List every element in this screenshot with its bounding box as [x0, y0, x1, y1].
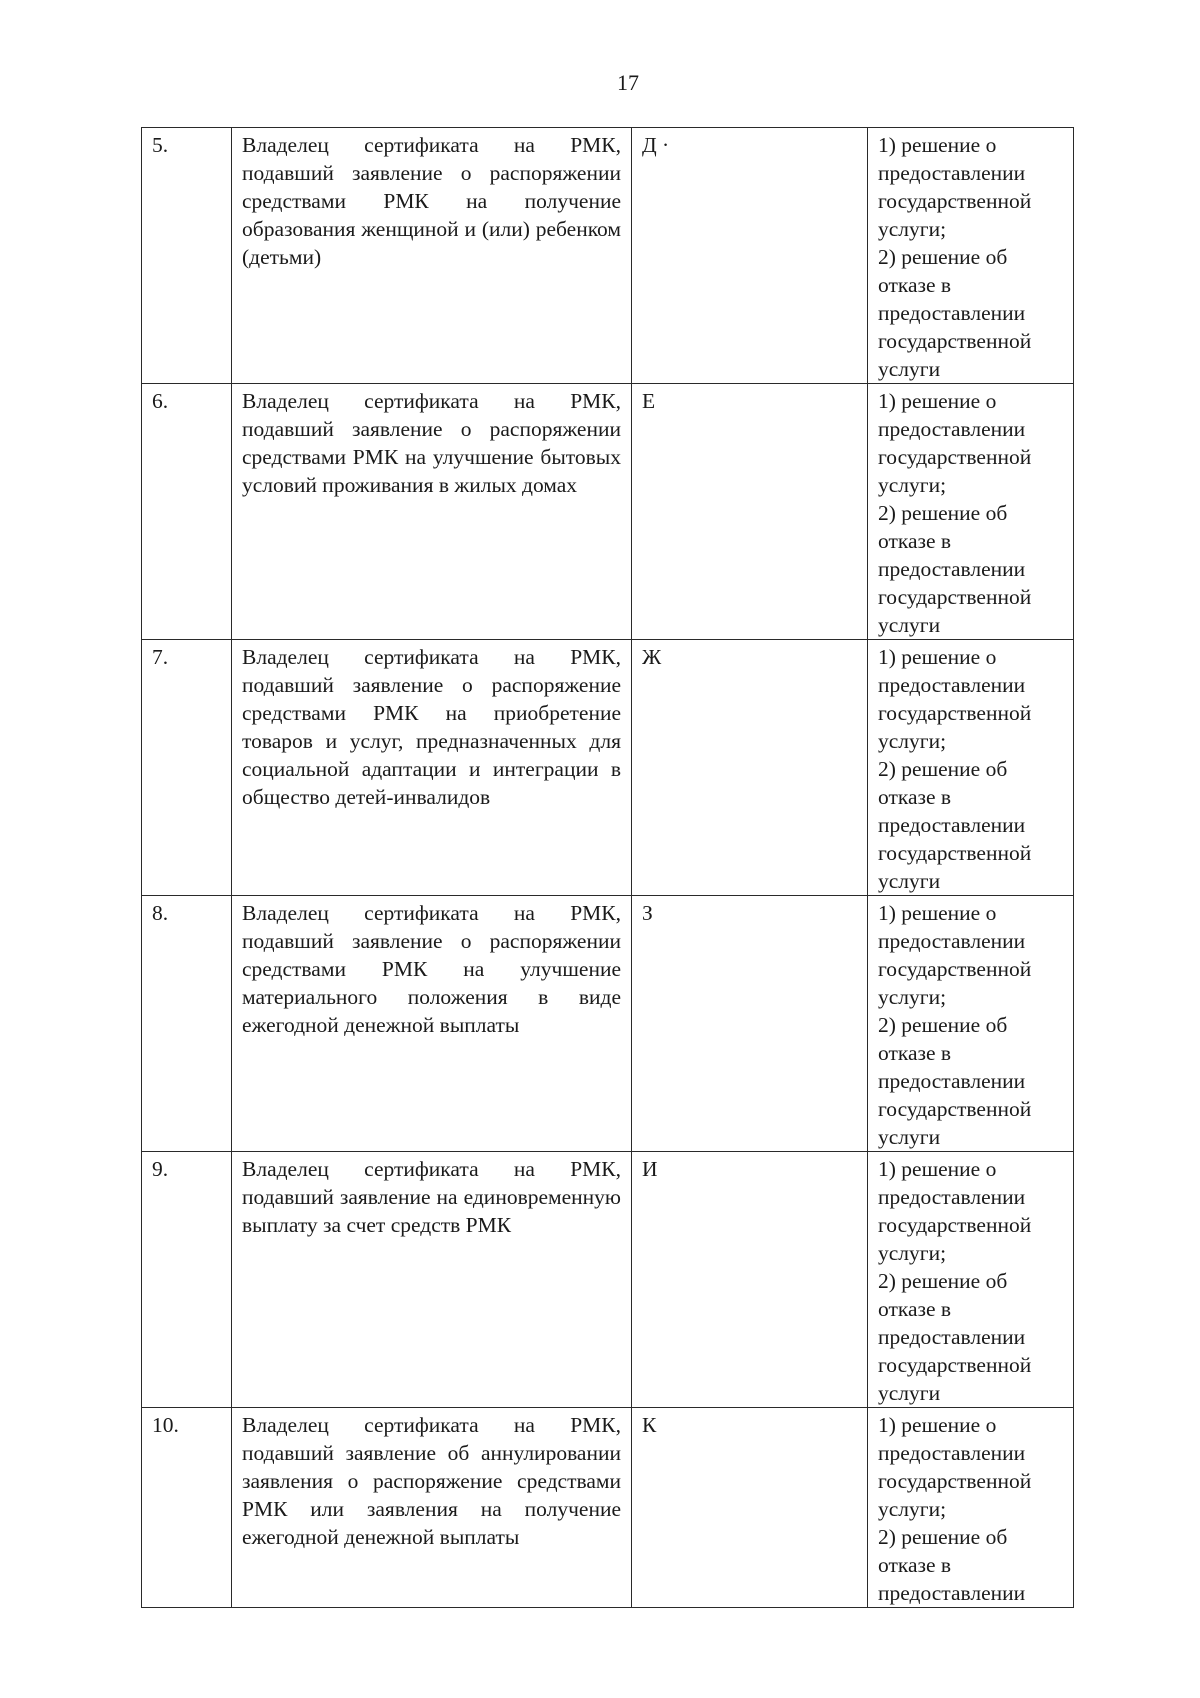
result-line: предоставлении [878, 1441, 1026, 1465]
result-line: отказе в [878, 273, 952, 297]
result-line: 1) решение о [878, 389, 997, 413]
result-line: 2) решение об [878, 245, 1008, 269]
result-line: 1) решение о [878, 1157, 997, 1181]
result-line: государственной [878, 445, 1032, 469]
table-row [142, 896, 1074, 1152]
result-line: государственной [878, 1353, 1032, 1377]
result-line: 1) решение о [878, 645, 997, 669]
result-line: государственной [878, 841, 1032, 865]
category-code: З [632, 896, 868, 1152]
result-line: услуги [878, 1125, 941, 1149]
row-number: 9. [142, 1152, 232, 1408]
result-line: предоставлении [878, 417, 1026, 441]
result-line: государственной [878, 1469, 1032, 1493]
row-number: 5. [142, 128, 232, 384]
result-cell [868, 896, 1074, 1152]
result-cell [868, 384, 1074, 640]
result-line: 2) решение об [878, 1525, 1008, 1549]
result-line: услуги [878, 357, 941, 381]
result-line: предоставлении [878, 1325, 1026, 1349]
table-row [142, 384, 1074, 640]
table-row [142, 1408, 1074, 1608]
result-line: предоставлении [878, 161, 1026, 185]
result-line: предоставлении [878, 813, 1026, 837]
result-line: услуги [878, 869, 941, 893]
result-line: государственной [878, 329, 1032, 353]
applicant-description: Владелец сертификата на РМК, подавший заявление на единовременную выплату за счет средств РМК [232, 1152, 632, 1408]
result-line: услуги; [878, 473, 947, 497]
result-line: услуги; [878, 1497, 947, 1521]
category-code: К [632, 1408, 868, 1608]
result-line: 1) решение о [878, 1413, 997, 1437]
result-line: услуги; [878, 1241, 947, 1265]
services-table [141, 127, 1074, 1608]
result-line: предоставлении [878, 1185, 1026, 1209]
applicant-description: Владелец сертификата на РМК, подавший заявление о распоряжении средствами РМК на улучшение бытовых условий проживания в жилых домах [232, 384, 632, 640]
result-line: государственной [878, 1213, 1032, 1237]
result-line: 2) решение об [878, 1269, 1008, 1293]
category-code: И [632, 1152, 868, 1408]
result-line: 2) решение об [878, 1013, 1008, 1037]
row-number: 6. [142, 384, 232, 640]
result-line: государственной [878, 957, 1032, 981]
category-code: Е [632, 384, 868, 640]
result-cell [868, 640, 1074, 896]
result-line: предоставлении [878, 1581, 1026, 1605]
row-number: 8. [142, 896, 232, 1152]
result-line: услуги [878, 613, 941, 637]
result-line: предоставлении [878, 929, 1026, 953]
result-cell [868, 1408, 1074, 1608]
result-line: 1) решение о [878, 133, 997, 157]
applicant-description: Владелец сертификата на РМК, подавший заявление о распоряжении средствами РМК на получение образования женщиной и (или) ребенком (детьми) [232, 128, 632, 384]
result-line: услуги [878, 1381, 941, 1405]
result-line: государственной [878, 585, 1032, 609]
result-line: предоставлении [878, 673, 1026, 697]
category-code: Д · [632, 128, 868, 384]
result-line: отказе в [878, 1041, 952, 1065]
result-line: 1) решение о [878, 901, 997, 925]
result-line: предоставлении [878, 1069, 1026, 1093]
result-line: предоставлении [878, 557, 1026, 581]
page-number: 17 [617, 70, 639, 95]
table-row [142, 128, 1074, 384]
result-line: услуги; [878, 985, 947, 1009]
result-line: услуги; [878, 729, 947, 753]
result-line: государственной [878, 701, 1032, 725]
table-row [142, 640, 1074, 896]
row-number: 10. [142, 1408, 232, 1608]
applicant-description: Владелец сертификата на РМК, подавший заявление об аннулировании заявления о распоряжение средствами РМК или заявления на получение ежегодной денежной выплаты [232, 1408, 632, 1608]
result-line: отказе в [878, 1297, 952, 1321]
applicant-description: Владелец сертификата на РМК, подавший заявление о распоряжении средствами РМК на улучшение материального положения в виде ежегодной денежной выплаты [232, 896, 632, 1152]
result-line: государственной [878, 189, 1032, 213]
result-line: отказе в [878, 785, 952, 809]
category-code: Ж [632, 640, 868, 896]
applicant-description: Владелец сертификата на РМК, подавший заявление о распоряжение средствами РМК на приобретение товаров и услуг, предназначенных для социальной адаптации и интеграции в общество детей-инвалидов [232, 640, 632, 896]
result-line: государственной [878, 1097, 1032, 1121]
result-line: отказе в [878, 529, 952, 553]
result-line: 2) решение об [878, 501, 1008, 525]
row-number: 7. [142, 640, 232, 896]
result-line: отказе в [878, 1553, 952, 1577]
result-cell [868, 128, 1074, 384]
result-line: предоставлении [878, 301, 1026, 325]
result-line: услуги; [878, 217, 947, 241]
result-cell [868, 1152, 1074, 1408]
result-line: 2) решение об [878, 757, 1008, 781]
table-row [142, 1152, 1074, 1408]
